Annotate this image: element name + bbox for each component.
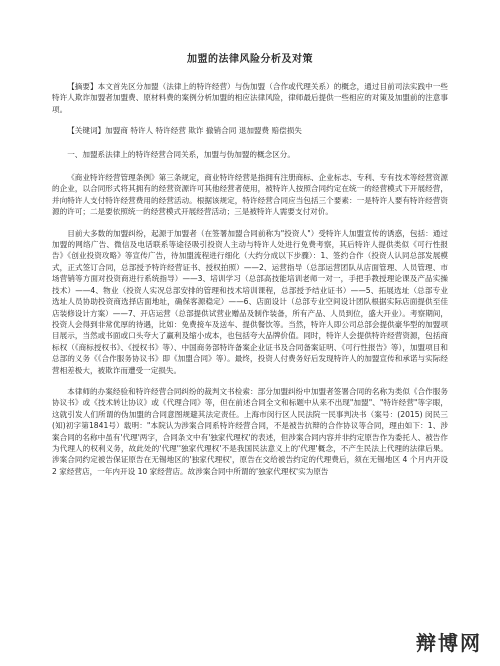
section-heading: 一、加盟系法律上的特许经营合同关系，加盟与伪加盟的概念区分。: [67, 149, 295, 159]
body-paragraph-1: 《商业特许经营管理条例》第三条规定，商业特许经营是指拥有注册商标、企业标志、专利、专有技术等经营资源的企业，以合同形式将其拥有的经营资源许可其他经营者使用，被特许人按照合同约定在统一的经营模式下开展经营，并向特许人支付特许经营费用的经营活动。根据该规定，特许经营合同应当包括三个要素：一是特许人要有特许经营资源的许可；二是要依照统一的经营模式开展经营活动；三是被特许人需要支付对价。: [52, 173, 448, 217]
document-title: 加盟的法律风险分析及对策: [187, 54, 313, 65]
site-watermark-logo: 辩博网: [416, 631, 482, 655]
abstract-paragraph: 【摘要】本文首先区分加盟（法律上的特许经营）与伪加盟（合作或代理关系）的概念，通过目前司法实践中一些特许人欺诈加盟者加盟费、原材料费的案例分析加盟的相应法律风险，律师最后提供一些相应的对策及加盟前的注意事项。: [52, 82, 448, 114]
body-paragraph-3: 本律师的办案经验和特许经营合同纠纷的裁判文书检索：部分加盟纠纷中加盟者签署合同的名称为类似《合作服务协议书》或《技术转让协议》或《代理合同》等，但在前述合同全文和标题中从来不出现"加盟"、"特许经营"等字眼，这就引发人们所谓的伪加盟的合同意图规避其法定责任。上海市闵行区人民法院一民事判决书（案号：(2015) 闵民三(知)初字第1841号）载明："本院认为涉案合同系特许经营合同，不是被告抗辩的合作协议等合同，理由如下：1、涉案合同的名称中虽有'代理'两字，合同条文中有'独家代理权'的表述，但涉案合同内容并非约定原告作为委托人、被告作为代理人的权利义务，故此处的'代理''独家代理权'不是我国民法意义上的'代理'概念，不产生民法上代理的法律后果。涉案合同约定被告保证原告在无锡地区的'独家代理权'，原告在交给被告约定的代理费后，须在无锡地区 4 个月内开设 2 家经营店，一年内开设 10 家经营店。故涉案合同中所谓的'独家代理权'实为原告: [52, 386, 448, 476]
keywords-paragraph: 【关键词】加盟商 特许人 特许经营 欺诈 撤销合同 退加盟费 赔偿损失: [67, 126, 302, 136]
body-paragraph-2: 目前大多数的加盟纠纷，起源于加盟者（在签署加盟合同前称为"投资人"）受特许人加盟宣传的诱惑，包括：通过加盟的网络广告、微信及电话联系等途径吸引投资人主动与特许人处进行免费考察，其后特许人提供类似《可行性报告》《创业投资攻略》等宣传广告，待加盟流程进行细化（大约分成以下步骤）：1、签约合作（投资人认同总部发展模式，正式签订合同，总部授予特许经营证书、授权拍照）——2、运营指导（总部运营团队从店面管理、人员管理、市场营销等方面对投资商进行系统指导）——3、培训学习（总部高技能培训老师一对一，手把手教授理论课及产品实操技术）——4、物业（投资人实况总部安排的管理和技术培训课程，总部授予结业证书）——5、拓展选址（总部专业选址人员协助投资商选择店面地址，确保客源稳定）——6、店面设计（总部专业空间设计团队根据实际店面提供至佳店装修设计方案）——7、开店运营（总部提供试营业赠品及制作装备，所有产品、人员到位，盛大开业）。考察期间，投资人会得到非常优厚的待遇，比如：免费接车及送车、提供餐饮等。当然，特许人即公司总部会提供豪华型的加盟项目展示，当然或书面或口头夸大了赢利及缩小成本，也包括夸大品牌价值。同时，特许人会提供特许经营资源，包括商标权（《商标授权书》、《授权书》等）、中国商务部特许备案企业证书及合同备案证明、《可行性报告》等），加盟项目和总部的义务《《合作服务协议书》即《加盟合同》等）。最终，投资人付费务好后发现特许人的加盟宣传和承诺与实际经营相差极大，被欺诈而遭受一定损失。: [52, 228, 448, 375]
